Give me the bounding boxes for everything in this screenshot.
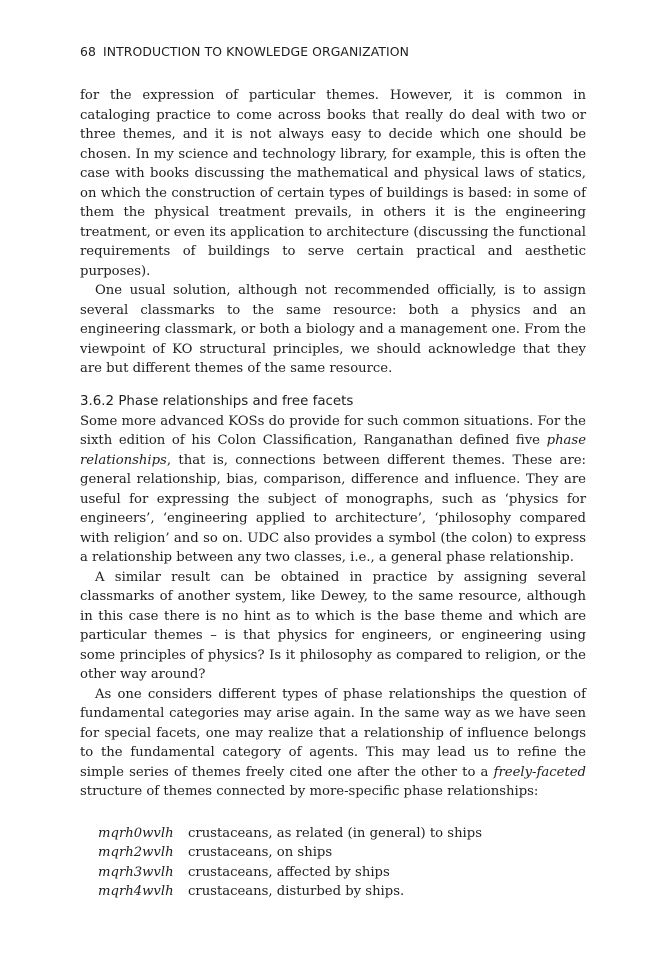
example-row <box>98 863 482 883</box>
paragraph-5 <box>80 685 586 802</box>
example-list <box>98 824 482 902</box>
example-text: crustaceans, as related (in general) to ships <box>188 825 482 841</box>
paragraph-3 <box>80 412 586 568</box>
example-text: crustaceans, on ships <box>188 845 333 860</box>
running-header <box>80 44 586 59</box>
example-row <box>98 843 482 863</box>
emphasis-freely-faceted: freely-faceted <box>493 764 586 780</box>
paragraph-5-text-b: structure of themes connected by more-specific phase relationships: <box>80 784 539 799</box>
paragraph-1: for the expression of particular themes. However, it is common in cataloging practice to come across books that really do deal with two or three themes, and it is not always easy to decide which one should be chosen. In my science and technology library, for example, this is often the case with books discussing the mathematical and physical laws of statics, on which the construction of certain types of buildings is based: in some of them the physical treatment prevails, in others it is the engineering treatment, or even its application to architecture (discussing the functional requirements of buildings to serve certain practical and aesthetic purposes). <box>80 88 586 279</box>
example-text: crustaceans, affected by ships <box>188 864 390 880</box>
example-code: mqrh3wvlh <box>98 864 174 880</box>
emphasis-phase-relationships: phase relationships <box>80 433 586 468</box>
example-code: mqrh0wvlh <box>98 825 174 841</box>
paragraph-3-text-b: , that is, connections between different themes. These are: general relationship, bias, comparison, difference and influence. They are useful for expressing the subject of monographs, such as ‘physics for engineers’, ‘engineering applied to architecture’, ‘philosophy compared with religion’ and so on. UDC also provides a symbol (the colon) to express a relationship between any two classes, i.e., a general phase relationship. <box>80 452 586 565</box>
paragraph-3-text-a: Some more advanced KOSs do provide for such common situations. For the sixth edition of his Colon Classification, Ranganathan defined five <box>80 413 586 448</box>
example-code: mqrh2wvlh <box>98 845 174 860</box>
running-title: INTRODUCTION TO KNOWLEDGE ORGANIZATION <box>102 44 409 59</box>
example-code: mqrh4wvlh <box>98 884 174 899</box>
page-number: 68 <box>80 44 96 59</box>
example-row <box>98 824 482 844</box>
body-text <box>80 86 586 902</box>
paragraph-5-text-a: As one considers different types of phase relationships the question of fundamental categories may arise again. In the same way as we have seen for special facets, one may realize that a relationship of influence belongs to the fundamental category of agents. This may lead us to refine the simple series of themes freely cited one after the other to a <box>80 686 586 780</box>
paragraph-4: A similar result can be obtained in practice by assigning several classmarks of another system, like Dewey, to the same resource, although in this case there is no hint as to which is the base theme and which are particular themes – is that physics for engineers, or engineering using some principles of physics? Is it philosophy as compared to religion, or the other way around? <box>80 569 586 682</box>
section-heading: 3.6.2 Phase relationships and free facets <box>80 393 354 409</box>
example-row <box>98 882 482 902</box>
example-text: crustaceans, disturbed by ships. <box>188 884 405 899</box>
paragraph-2: One usual solution, although not recommended officially, is to assign several classmarks to the same resource: both a physics and an engineering classmark, or both a biology and a management one. From the viewpoint of KO structural principles, we should acknowledge that they are but different themes of the same resource. <box>80 283 586 376</box>
book-page <box>80 44 586 902</box>
